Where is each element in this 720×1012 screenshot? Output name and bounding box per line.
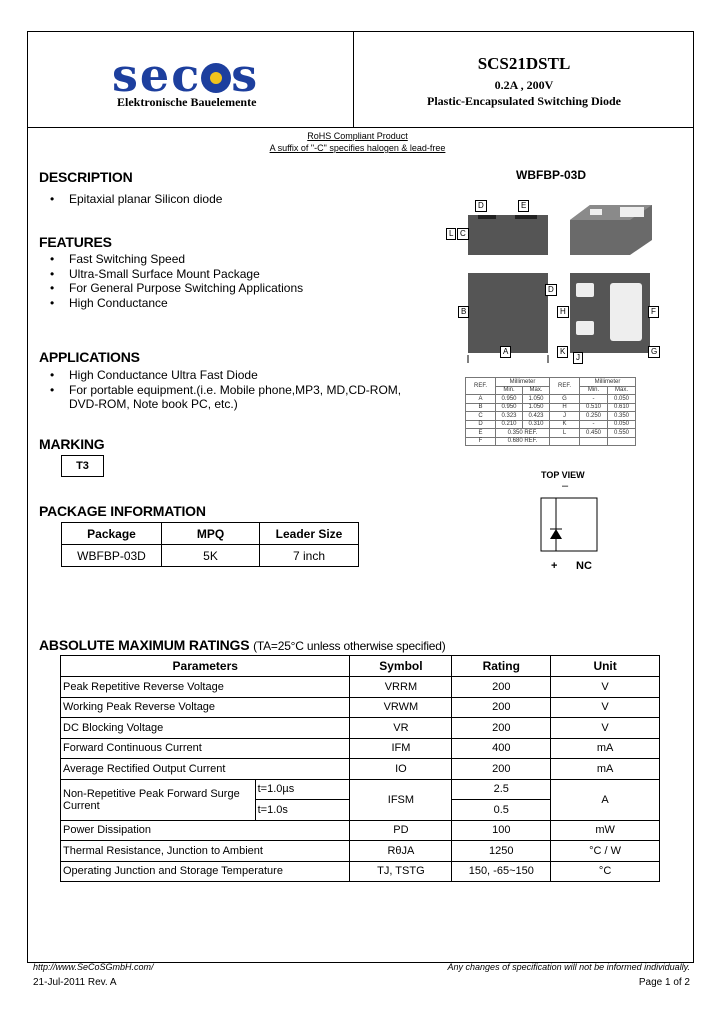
- logo-subtitle: Elektronische Bauelemente: [117, 95, 257, 109]
- diode-symbol: [550, 529, 562, 539]
- iso-view-pad: [620, 207, 644, 217]
- top-view-schematic: [540, 497, 600, 553]
- dim-head: Min.: [580, 386, 608, 395]
- bottom-pad: [576, 283, 594, 297]
- footer-date: 21-Jul-2011 Rev. A: [33, 977, 117, 988]
- dim-head: Max.: [608, 386, 636, 395]
- dim-label: G: [648, 346, 660, 358]
- list-item: • High Conductance: [50, 296, 303, 311]
- package-table: [61, 522, 359, 567]
- header-divider: [27, 127, 694, 128]
- list-item: • High Conductance Ultra Fast Diode: [50, 368, 401, 383]
- dim-label: J: [573, 352, 583, 364]
- table-row: Average Rectified Output Current IO 200 mA: [61, 759, 660, 780]
- table-row: Forward Continuous Current IFM 400 mA: [61, 738, 660, 759]
- list-item-continued: DVD-ROM, Note book PC, etc.): [69, 397, 238, 412]
- dim-label: H: [557, 306, 569, 318]
- dim-row: E 0.350 REF. L 0.450 0.550: [466, 429, 636, 438]
- dim-row: B 0.950 1.050 H 0.510 0.610: [466, 403, 636, 412]
- part-number: SCS21DSTL: [477, 54, 571, 73]
- dim-head: Millimeter: [580, 378, 636, 387]
- dimension-table: [465, 377, 636, 446]
- description-list: [50, 192, 222, 207]
- table-row: t=1.0s 0.5: [61, 800, 660, 821]
- description-heading: DESCRIPTION: [39, 169, 133, 185]
- top-view-body: [468, 273, 548, 353]
- side-view-pad: [478, 215, 496, 219]
- table-row: Operating Junction and Storage Temperature TJ, TSTG 150, -65~150 °C: [61, 861, 660, 882]
- dim-label: B: [458, 306, 469, 318]
- applications-heading: APPLICATIONS: [39, 349, 140, 365]
- table-row: Thermal Resistance, Junction to Ambient RθJA 1250 °C / W: [61, 841, 660, 862]
- dim-head: Max.: [523, 386, 550, 395]
- table-row: Working Peak Reverse Voltage VRWM 200 V: [61, 697, 660, 718]
- amr-header: Parameters: [61, 656, 350, 677]
- list-item: • Epitaxial planar Silicon diode: [50, 192, 222, 207]
- dim-label: C: [457, 228, 469, 240]
- bottom-pad-large: [610, 283, 642, 341]
- package-outline-drawing: [440, 195, 680, 370]
- amr-header: Unit: [551, 656, 660, 677]
- table-row: Power Dissipation PD 100 mW: [61, 820, 660, 841]
- amr-header: Rating: [452, 656, 551, 677]
- dim-label: F: [648, 306, 659, 318]
- footer-disclaimer: Any changes of specification will not be informed individually.: [447, 962, 690, 972]
- bottom-pad: [576, 321, 594, 335]
- amr-table: [60, 655, 660, 882]
- rating-line: 0.2A , 200V: [494, 78, 554, 92]
- features-heading: FEATURES: [39, 234, 112, 250]
- dim-label: A: [500, 346, 511, 358]
- iso-view-pad: [590, 209, 602, 215]
- device-description: Plastic-Encapsulated Switching Diode: [426, 94, 621, 108]
- logo: sec s: [112, 48, 260, 102]
- table-row: Non-Repetitive Peak Forward Surge Current t=1.0µs IFSM 2.5 A: [61, 779, 660, 800]
- applications-list: [50, 368, 401, 412]
- table-row: DC Blocking Voltage VR 200 V: [61, 718, 660, 739]
- side-view-body: [468, 215, 548, 255]
- package-drawing-title: WBFBP-03D: [516, 168, 587, 182]
- package-header: Package: [62, 523, 162, 545]
- leader-cell: 7 inch: [260, 545, 359, 567]
- pin-minus-label: –: [562, 480, 569, 492]
- dim-label: D: [475, 200, 487, 212]
- footer-page: Page 1 of 2: [638, 977, 690, 988]
- list-item: • Fast Switching Speed: [50, 252, 303, 267]
- footer-url[interactable]: http://www.SeCoSGmbH.com/: [33, 962, 154, 972]
- table-row: Peak Repetitive Reverse Voltage VRRM 200 V: [61, 677, 660, 698]
- dim-head: Millimeter: [496, 378, 550, 387]
- dim-row: F 0.680 REF.: [466, 437, 636, 446]
- pin-plus-label: +: [551, 560, 558, 572]
- dim-label: L: [446, 228, 456, 240]
- dim-row: C 0.323 0.423 J 0.250 0.350: [466, 412, 636, 421]
- dim-head: Min.: [496, 386, 523, 395]
- dim-row: A 0.950 1.050 G - 0.050: [466, 395, 636, 404]
- list-item: • For portable equipment.(i.e. Mobile phone,MP3, MD,CD-ROM,: [50, 383, 401, 398]
- package-cell: WBFBP-03D: [62, 545, 162, 567]
- dim-label: D: [545, 284, 557, 296]
- dim-head: REF.: [466, 378, 496, 395]
- leader-header: Leader Size: [260, 523, 359, 545]
- rohs-note: RoHS Compliant Product: [307, 131, 408, 141]
- marking-heading: MARKING: [39, 436, 105, 452]
- amr-header: Symbol: [350, 656, 452, 677]
- dim-label: K: [557, 346, 568, 358]
- amr-heading: ABSOLUTE MAXIMUM RATINGS (TA=25°C unless otherwise specified): [39, 637, 446, 653]
- top-view-label: TOP VIEW: [541, 470, 585, 480]
- dim-label: E: [518, 200, 529, 212]
- mpq-header: MPQ: [162, 523, 260, 545]
- mpq-cell: 5K: [162, 545, 260, 567]
- list-item: • Ultra-Small Surface Mount Package: [50, 267, 303, 282]
- side-view-pad: [515, 215, 537, 219]
- list-item: • For General Purpose Switching Applications: [50, 281, 303, 296]
- dim-row: D 0.210 0.310 K - 0.050: [466, 420, 636, 429]
- dim-head: REF.: [550, 378, 580, 395]
- marking-code: T3: [61, 455, 104, 477]
- pin-nc-label: NC: [576, 560, 592, 572]
- package-info-heading: PACKAGE INFORMATION: [39, 503, 206, 519]
- schematic-outline: [541, 498, 597, 551]
- features-list: [50, 252, 303, 310]
- suffix-note: A suffix of "-C" specifies halogen & lead-free: [269, 143, 446, 153]
